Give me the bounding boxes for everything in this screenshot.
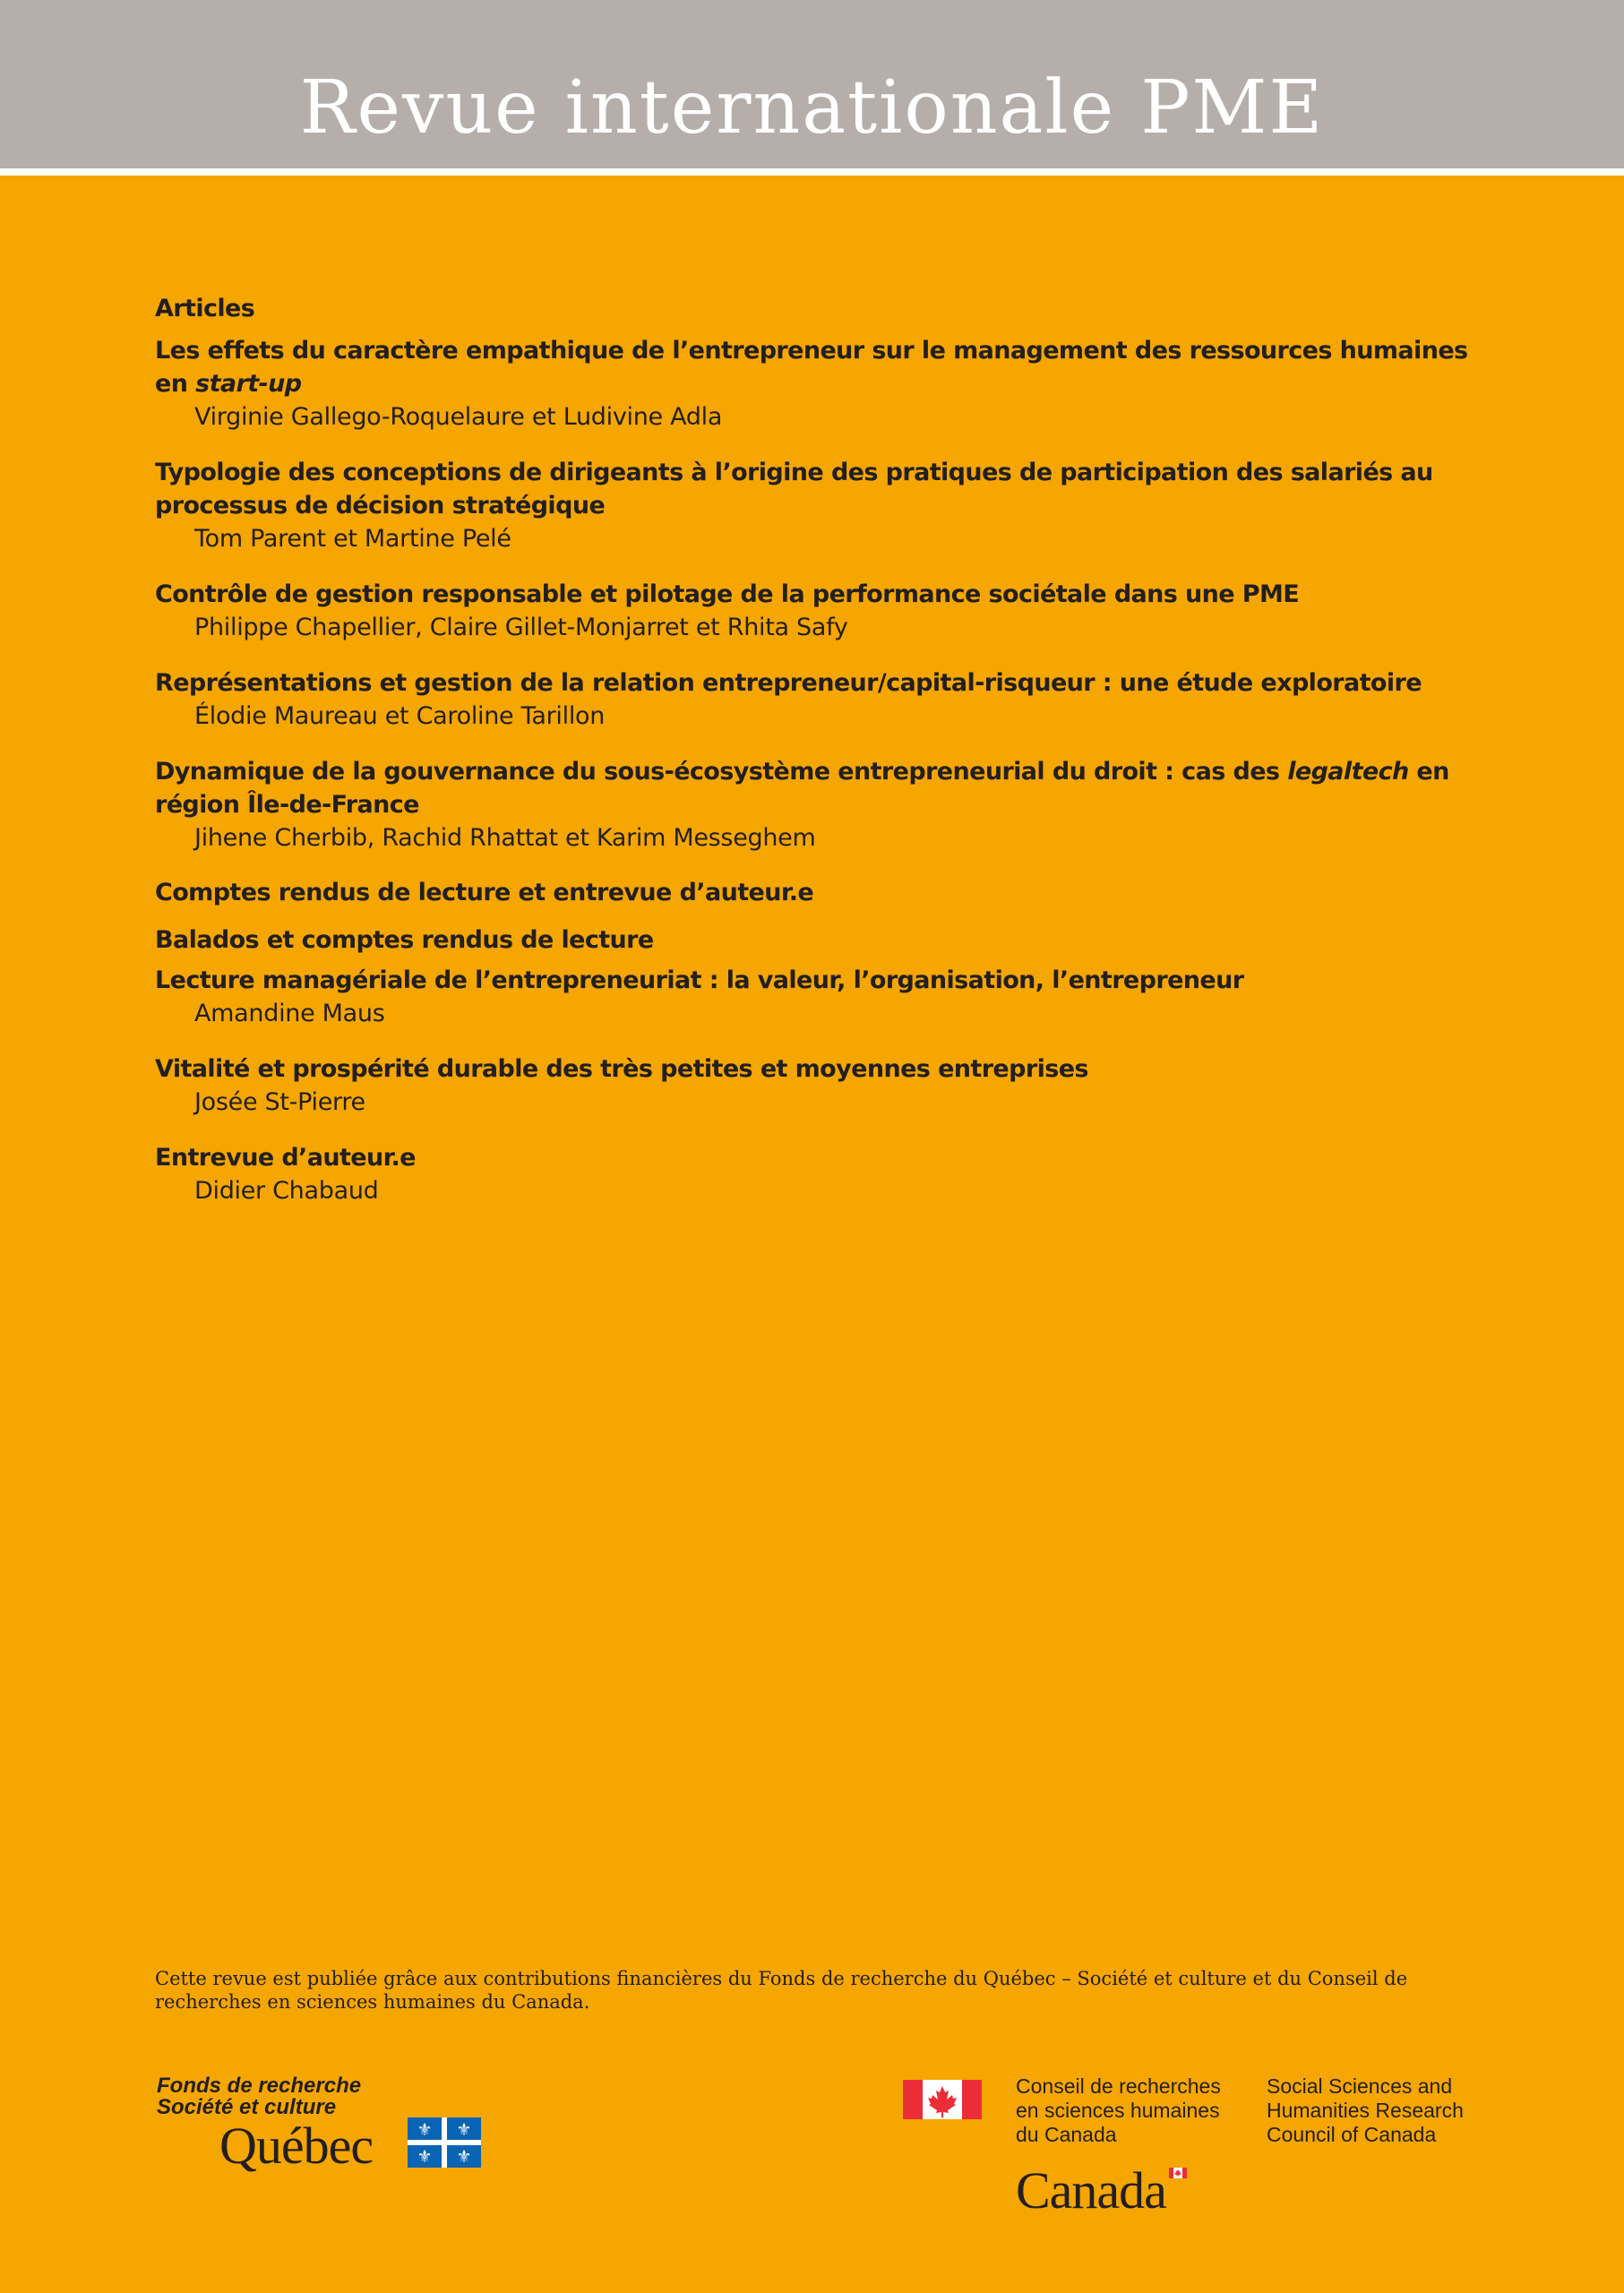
funding-note: Cette revue est publiée grâce aux contributions financières du Fonds de recherche du Québec – Société et culture et du Conseil de recherches en sciences humaines du Canada. — [155, 1968, 1408, 2013]
article-title — [155, 578, 1481, 611]
interview-authors: Didier Chabaud — [194, 1177, 379, 1205]
svg-text:⚜: ⚜ — [417, 2120, 433, 2140]
review-authors: Amandine Maus — [194, 1000, 385, 1027]
journal-title: Revue internationale PME — [299, 65, 1325, 150]
article-authors: Élodie Maureau et Caroline Tarillon — [194, 702, 606, 730]
review-authors: Josée St-Pierre — [194, 1088, 365, 1116]
article-authors: Virginie Gallego-Roquelaure et Ludivine Adla — [194, 403, 723, 431]
toc-entry — [155, 578, 1481, 644]
toc-entry — [155, 456, 1481, 555]
frq-name-line1: Fonds de recherche — [157, 2074, 362, 2098]
article-authors: Jihene Cherbib, Rachid Rhattat et Karim Messeghem — [194, 824, 816, 852]
toc-entry — [155, 1141, 1481, 1207]
sshrc-name-fr: Conseil de recherches en sciences humaines du Canada — [1016, 2074, 1221, 2146]
quebec-wordmark: Québec — [219, 2117, 374, 2175]
sshrc-logo — [903, 2074, 1476, 2218]
article-title-text: Typologie des conceptions de dirigeants à l’origine des pratiques de participation des salariés au processus de décision stratégique — [155, 459, 1433, 520]
header-divider — [0, 168, 1624, 176]
svg-text:⚜: ⚜ — [456, 2120, 472, 2140]
article-title-italic: legaltech — [1287, 758, 1409, 786]
svg-text:⚜: ⚜ — [456, 2147, 472, 2167]
article-title-text: Dynamique de la gouvernance du sous-écosystème entrepreneurial du droit : cas des — [155, 758, 1288, 786]
table-of-contents — [155, 292, 1481, 1207]
article-title-text: Les effets du caractère empathique de l’entrepreneur sur le management des ressources humaines en — [155, 337, 1468, 398]
toc-entry — [155, 1052, 1481, 1119]
frq-name-line2: Société et culture — [157, 2095, 337, 2119]
toc-entry — [155, 666, 1481, 733]
toc-entry — [155, 755, 1481, 855]
quebec-flag-icon — [408, 2117, 481, 2168]
article-title — [155, 456, 1481, 522]
article-title-text: Représentations et gestion de la relation entrepreneur/capital-risqueur : une étude exploratoire — [155, 669, 1422, 697]
article-title — [155, 334, 1481, 400]
article-title — [155, 755, 1481, 821]
reviews-heading: Comptes rendus de lecture et entrevue d’auteur.e — [155, 879, 814, 906]
podcasts-heading: Balados et comptes rendus de lecture — [155, 926, 654, 954]
svg-text:⚜: ⚜ — [417, 2147, 433, 2167]
article-authors: Philippe Chapellier, Claire Gillet-Monjarret et Rhita Safy — [194, 614, 848, 641]
review-title: Lecture managériale de l’entrepreneuriat : la valeur, l’organisation, l’entrepreneur — [155, 966, 1244, 994]
review-title: Vitalité et prospérité durable des très petites et moyennes entreprises — [155, 1055, 1088, 1083]
articles-heading: Articles — [155, 295, 255, 322]
article-title — [155, 666, 1481, 700]
canada-wordmark-flag-icon — [1169, 2168, 1187, 2178]
article-title-text: en région Île-de-France — [155, 758, 1449, 819]
canada-wordmark: Canada — [1016, 2161, 1166, 2220]
article-title-text: Contrôle de gestion responsable et pilotage de la performance sociétale dans une PME — [155, 580, 1300, 608]
interview-title: Entrevue d’auteur.e — [155, 1144, 416, 1172]
header-band — [0, 0, 1624, 168]
toc-entry — [155, 964, 1481, 1030]
article-authors: Tom Parent et Martine Pelé — [194, 525, 511, 553]
toc-entry — [155, 334, 1481, 434]
sshrc-name-en: Social Sciences and Humanities Research Council of Canada — [1267, 2074, 1464, 2146]
canada-flag-icon — [903, 2080, 982, 2119]
article-title-italic: start-up — [195, 370, 302, 398]
frq-logo — [157, 2074, 497, 2182]
